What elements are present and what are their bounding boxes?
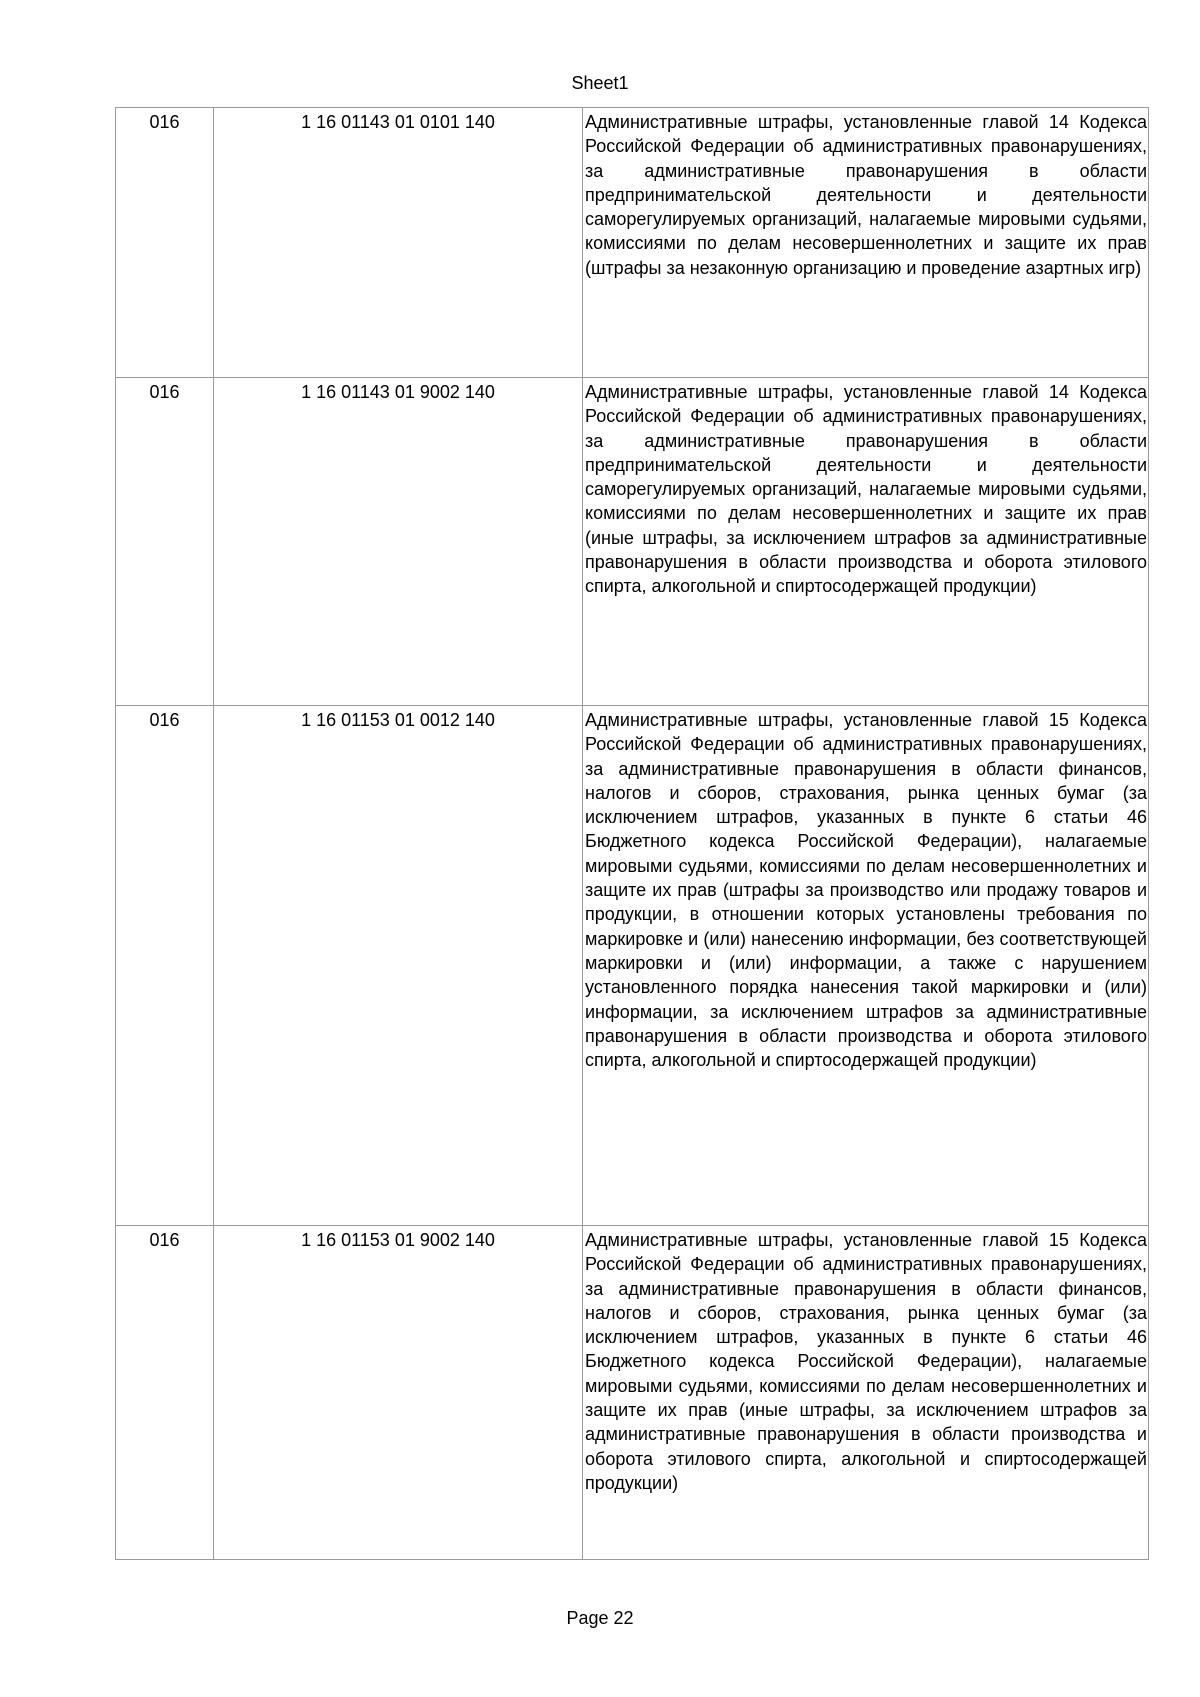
admin-code-cell: 016 [116,1226,214,1560]
description-cell [583,108,1149,378]
description-text: Административные штрафы, установленные главой 15 Кодекса Российской Федерации об административных правонарушениях, за административные правонарушения в области финансов, налогов и сборов, страхования, рынка ценных бумаг (за исключением штрафов, указанных в пункте 6 статьи 46 Бюджетного кодекса Российской Федерации), налагаемые мировыми судьями, комиссиями по делам несовершеннолетних и защите их прав (штрафы за производство или продажу товаров и продукции, в отношении которых установлены требования по маркировке и (или) нанесению информации, без соответствующей маркировки и (или) информации, а также с нарушением установленного порядка нанесения такой маркировки и (или) информации, за исключением штрафов за административные правонарушения в области производства и оборота этилового спирта, алкогольной и спиртосодержащей продукции) [585,710,1147,1071]
description-text: Административные штрафы, установленные главой 14 Кодекса Российской Федерации об административных правонарушениях, за административные правонарушения в области предпринимательской деятельности и деятельности саморегулируемых организаций, налагаемые мировыми судьями, комиссиями по делам несовершеннолетних и защите их прав (штрафы за незаконную организацию и проведение азартных игр) [585,112,1147,278]
kbk-code-cell: 1 16 01153 01 0012 140 [214,706,583,1226]
admin-code-cell: 016 [116,378,214,706]
kbk-code-cell: 1 16 01153 01 9002 140 [214,1226,583,1560]
table-row [116,378,1149,706]
kbk-code-cell: 1 16 01143 01 9002 140 [214,378,583,706]
admin-code-cell: 016 [116,108,214,378]
description-cell [583,1226,1149,1560]
table-row [116,706,1149,1226]
admin-code-cell: 016 [116,706,214,1226]
description-text: Административные штрафы, установленные главой 14 Кодекса Российской Федерации об административных правонарушениях, за административные правонарушения в области предпринимательской деятельности и деятельности саморегулируемых организаций, налагаемые мировыми судьями, комиссиями по делам несовершеннолетних и защите их прав (иные штрафы, за исключением штрафов за административные правонарушения в области производства и оборота этилового спирта, алкогольной и спиртосодержащей продукции) [585,382,1147,597]
page-number: Page 22 [566,1608,634,1628]
description-cell [583,378,1149,706]
sheet-title: Sheet1 [571,73,629,93]
budget-classification-table [115,107,1149,1560]
kbk-code-cell: 1 16 01143 01 0101 140 [214,108,583,378]
table-row [116,1226,1149,1560]
description-cell [583,706,1149,1226]
description-text: Административные штрафы, установленные главой 15 Кодекса Российской Федерации об административных правонарушениях, за административные правонарушения в области финансов, налогов и сборов, страхования, рынка ценных бумаг (за исключением штрафов, указанных в пункте 6 статьи 46 Бюджетного кодекса Российской Федерации), налагаемые мировыми судьями, комиссиями по делам несовершеннолетних и защите их прав (иные штрафы, за исключением штрафов за административные правонарушения в области производства и оборота этилового спирта, алкогольной и спиртосодержащей продукции) [585,1230,1147,1493]
table-row [116,108,1149,378]
